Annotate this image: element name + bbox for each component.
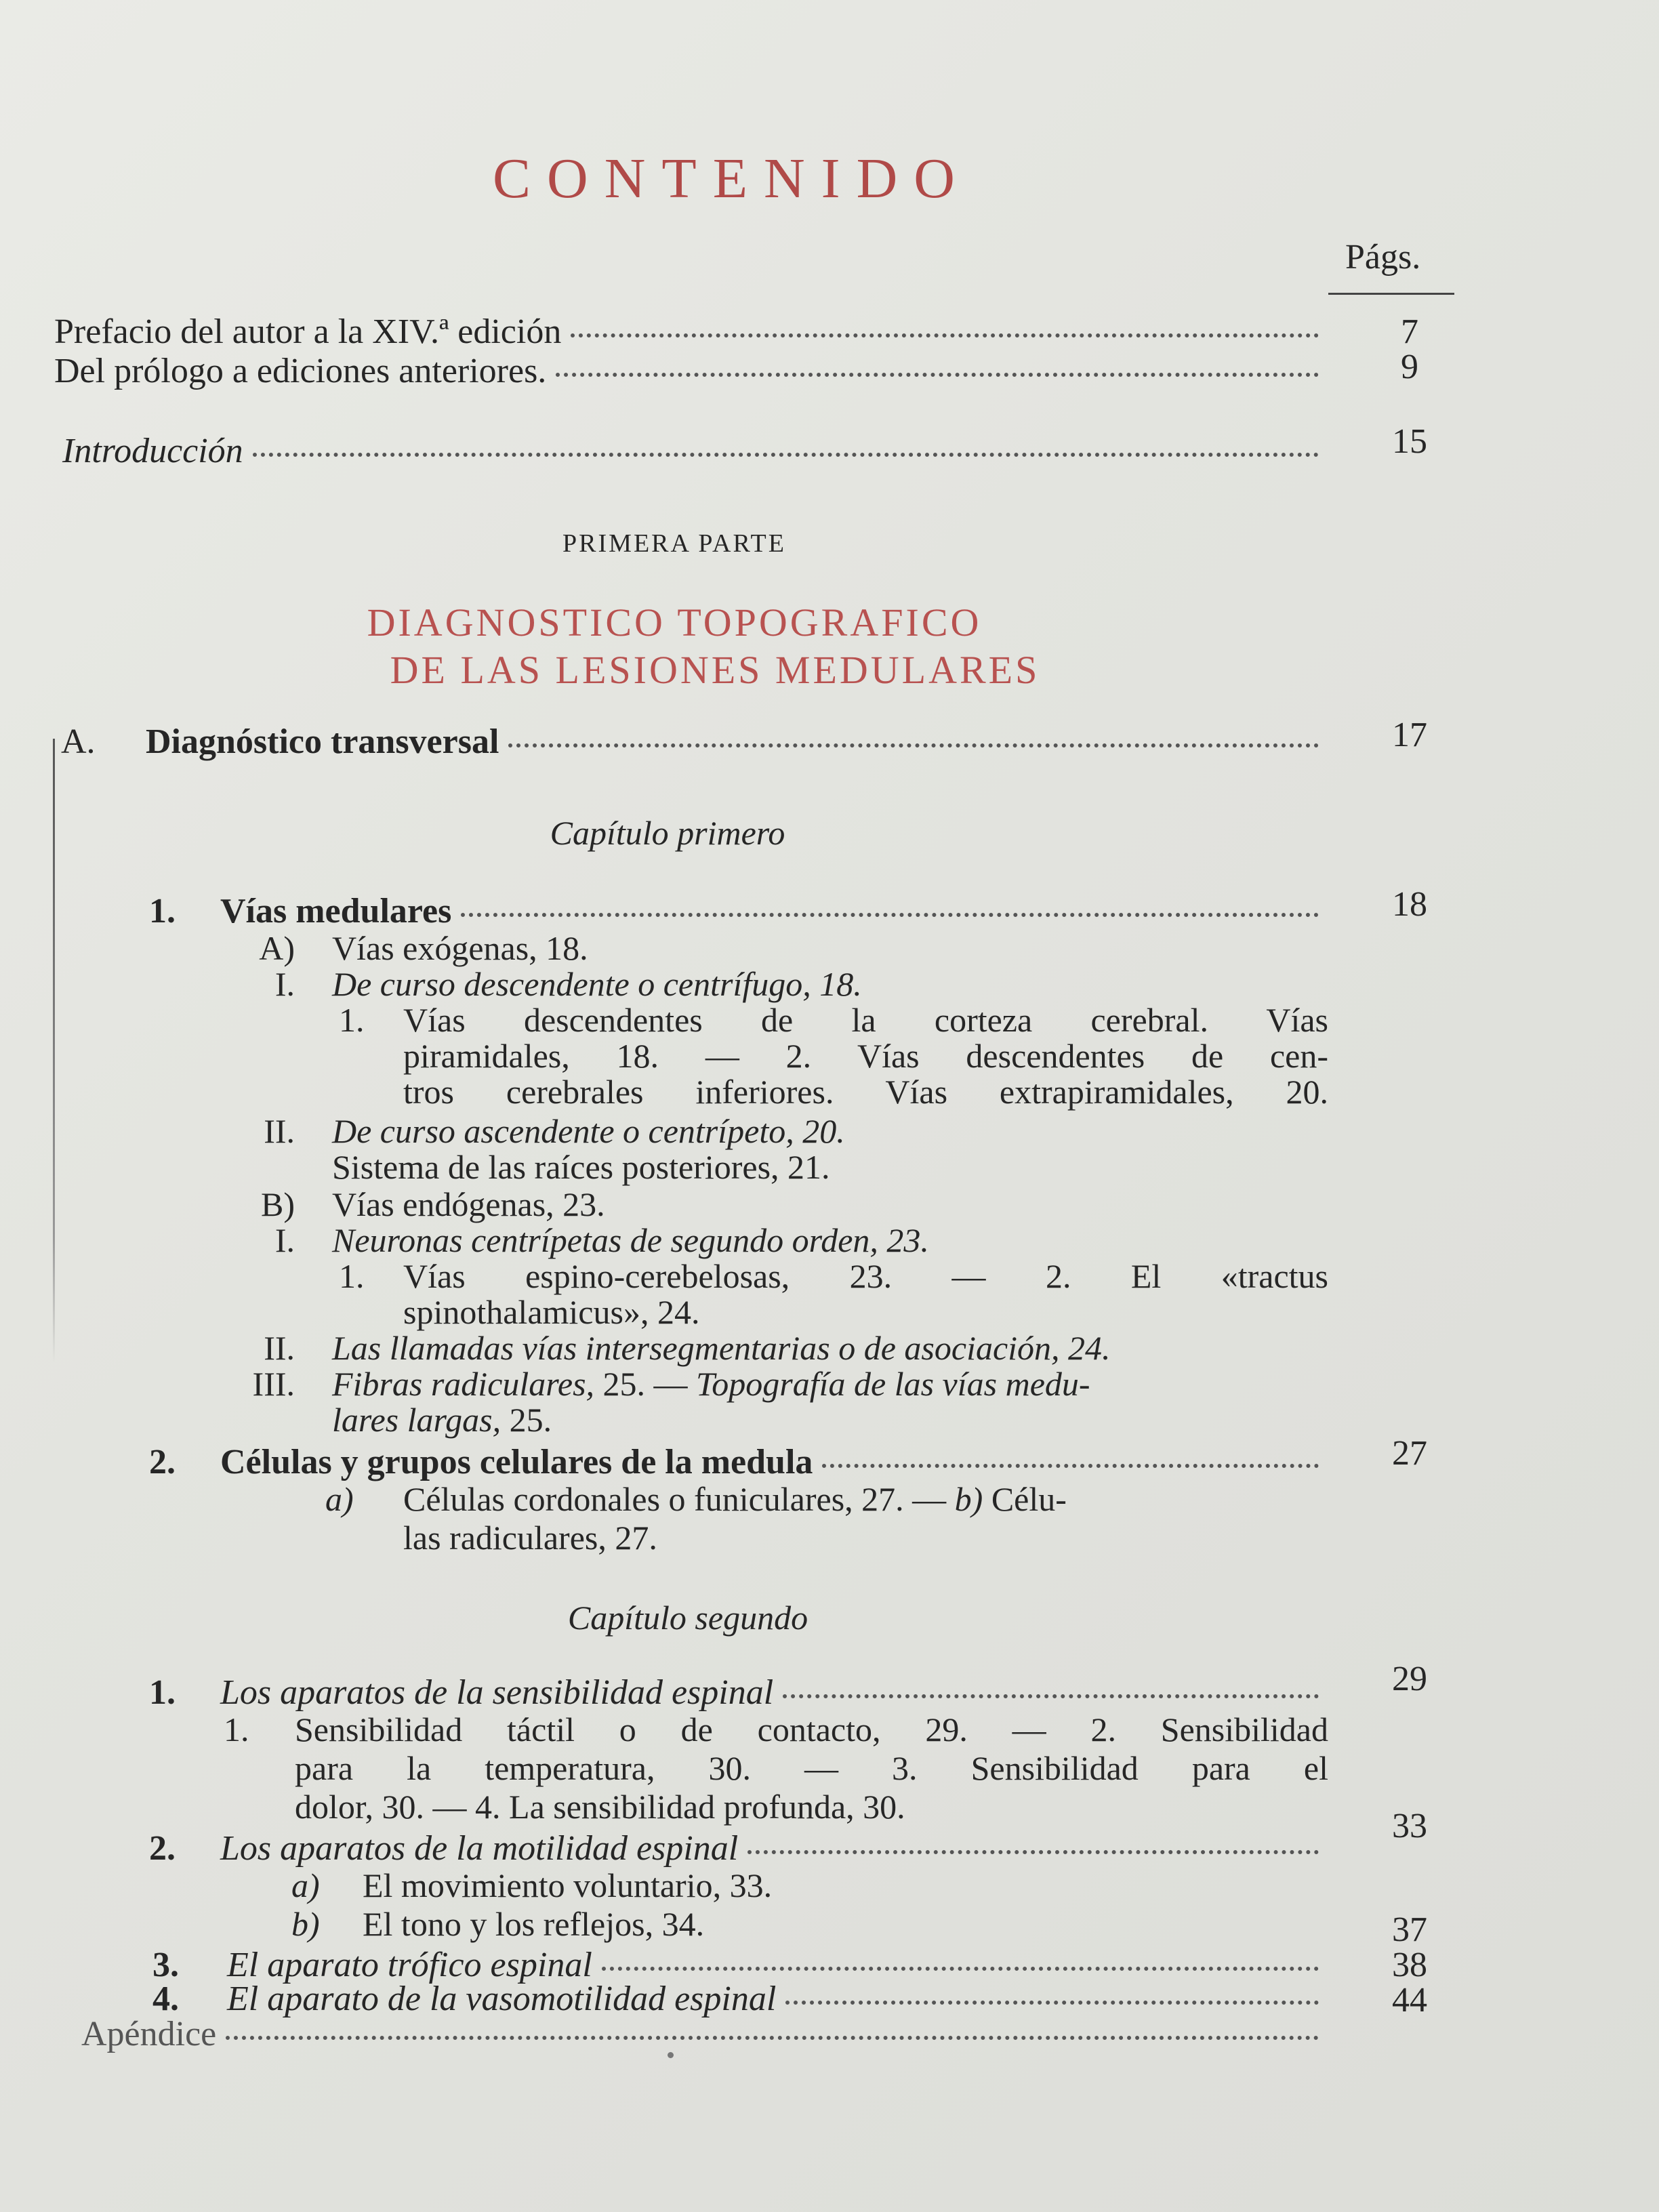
subentry-text-part: Fibras radiculares, [332,1365,595,1403]
toc-entry-label: Células y grupos celulares de la medula [220,1443,813,1481]
subentry-marker: a) [325,1480,354,1518]
toc-page-number: 9 [1401,348,1418,386]
entry-number: 4. [152,1980,179,2018]
toc-page-number: 17 [1392,716,1427,754]
toc-entry-celulas[interactable] [149,1442,1328,1482]
subentry-marker: a) [291,1866,320,1904]
toc-entry-label: Los aparatos de la motilidad espinal [220,1829,739,1868]
subentry-text: De curso ascendente o centrípeto, 20. [332,1112,845,1150]
entry-number: 1. [149,1673,176,1712]
subentry-marker: A) [259,929,295,967]
dot-leader [461,913,1319,917]
subentry-text: Sistema de las raíces posteriores, 21. [332,1148,830,1186]
toc-page-number: 44 [1392,1981,1427,2020]
toc-page-number: 29 [1392,1660,1427,1698]
dot-leader [508,743,1319,747]
subentry-marker: 1. [224,1711,249,1748]
toc-entry-introduccion[interactable] [62,431,1328,471]
entry-number: 1. [149,892,176,930]
toc-entry-prefacio[interactable] [54,312,1328,352]
pages-column-header: Págs. [1345,238,1421,276]
section-marker: A. [61,722,96,761]
subentry-text: Las llamadas vías intersegmentarias o de asociación, 24. [332,1329,1111,1367]
toc-entry-sensibilidad[interactable] [149,1673,1328,1713]
toc-entry-vias-medulares[interactable] [149,891,1328,931]
toc-page-number: 18 [1392,885,1427,924]
toc-page-number: 27 [1392,1434,1427,1473]
subentry-text: Vías exógenas, 18. [332,929,588,967]
toc-entry-apendice[interactable] [81,2014,1328,2054]
pages-header-rule [1328,293,1454,295]
subentry-text-part: b) [954,1480,983,1518]
toc-entry-label: Vías medulares [220,892,452,930]
subentry-text: dolor, 30. — 4. La sensibilidad profunda, 30. [295,1788,905,1826]
part-title-line-1: DIAGNOSTICO TOPOGRAFICO [367,600,982,644]
subentry-marker: II. [264,1329,295,1367]
dot-leader [253,453,1319,457]
subentry-text-part: Célu- [983,1480,1067,1518]
subentry-text: Vías descendentes de la corteza cerebral. Vías [403,1001,1328,1039]
subentry-text-part: lares largas, [332,1401,501,1439]
subentry-text: De curso descendente o centrífugo, 18. [332,965,862,1003]
subentry-text-part: Células cordonales o funiculares, 27. — [403,1480,955,1518]
subentry-text: El tono y los reflejos, 34. [363,1905,705,1943]
toc-page-number: 7 [1401,312,1418,351]
subentry-text: piramidales, 18. — 2. Vías descendentes de cen- [403,1037,1328,1075]
toc-entry-vasomotilidad[interactable] [152,1979,1328,2019]
dot-leader [785,2001,1319,2005]
subentry-text-part: 25. — [594,1365,697,1403]
subentry-text-part: Topografía de las vías medu- [696,1365,1090,1403]
ink-dot [668,2052,674,2058]
subentry-text [332,1400,552,1439]
toc-entry-label: El aparato trófico espinal [227,1946,592,1984]
subentry-marker: III. [252,1365,295,1403]
subentry-text [403,1479,1067,1519]
toc-page-number: 37 [1392,1910,1427,1949]
toc-entry-label: Apéndice [81,2015,217,2053]
subentry-marker: B) [261,1185,295,1223]
subentry-text: Neuronas centrípetas de segundo orden, 23. [332,1221,929,1259]
subentry-text: para la temperatura, 30. — 3. Sensibilidad para el [295,1749,1328,1787]
subentry-text: Sensibilidad táctil o de contacto, 29. — 2. Sensibilidad [295,1711,1328,1748]
toc-entry-label: El aparato de la vasomotilidad espinal [227,1980,777,2018]
entry-number: 2. [149,1443,176,1481]
page-title: CONTENIDO [493,147,971,210]
toc-entry-label: Diagnóstico transversal [146,722,499,761]
dot-leader [822,1464,1319,1468]
subentry-text: las radiculares, 27. [403,1519,657,1557]
toc-entry-label: Introducción [62,432,243,470]
toc-entry-label: Los aparatos de la sensibilidad espinal [220,1673,774,1712]
subentry-marker: I. [274,1221,295,1259]
part-label: PRIMERA PARTE [562,529,786,558]
entry-number: 2. [149,1829,176,1868]
toc-entry-label: Prefacio del autor a la XIV.ª edición [54,312,562,351]
subentry-text: spinothalamicus», 24. [403,1293,700,1331]
chapter-title: Capítulo primero [550,814,785,852]
subentry-text: Vías espino-cerebelosas, 23. — 2. El «tractus [403,1257,1328,1295]
subentry-marker: I. [274,965,295,1003]
subentry-text-part: 25. [501,1401,552,1439]
dot-leader [226,2036,1319,2040]
part-title-line-2: DE LAS LESIONES MEDULARES [390,648,1040,692]
subentry-text: tros cerebrales inferiores. Vías extrapiramidales, 20. [403,1073,1328,1111]
dot-leader [556,373,1319,377]
dot-leader [783,1694,1319,1698]
dot-leader [602,1967,1319,1971]
subentry-text: Vías endógenas, 23. [332,1185,605,1223]
subentry-marker: 1. [339,1257,365,1295]
dot-leader [747,1850,1319,1854]
toc-entry-motilidad[interactable] [149,1828,1328,1868]
toc-page-number: 33 [1392,1807,1427,1845]
toc-entry-prologo[interactable] [54,351,1328,391]
entry-number: 3. [152,1946,179,1984]
subentry-text [332,1364,1090,1404]
toc-page-number: 38 [1392,1946,1427,1984]
subentry-marker: II. [264,1112,295,1150]
dot-leader [571,333,1319,337]
toc-entry-label: Del prólogo a ediciones anteriores. [54,352,547,390]
toc-page-number: 15 [1392,422,1427,461]
subentry-marker: b) [291,1905,320,1943]
chapter-title: Capítulo segundo [567,1599,808,1637]
subentry-marker: 1. [339,1001,365,1039]
subentry-text: El movimiento voluntario, 33. [363,1866,773,1904]
toc-section-diagnostico-transversal[interactable] [61,722,1328,762]
